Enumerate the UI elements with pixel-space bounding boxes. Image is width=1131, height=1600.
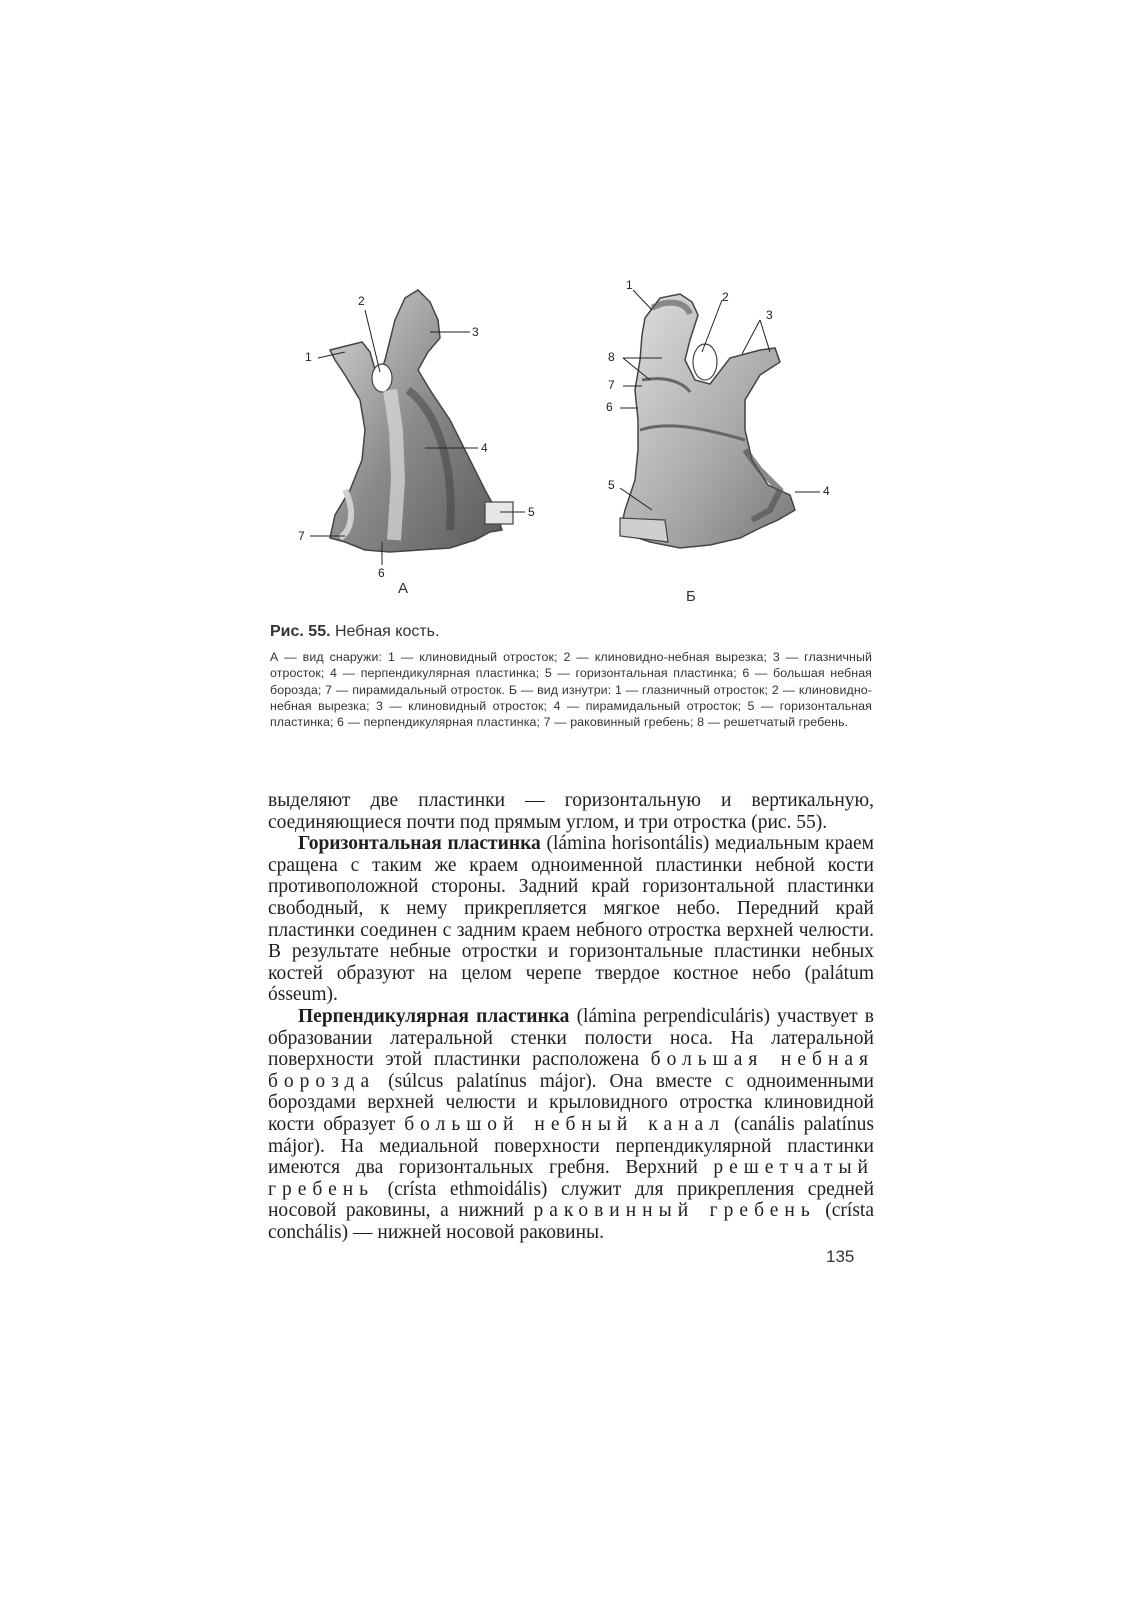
caption-title [270, 623, 872, 641]
panel-b-label-7: 7 [608, 378, 615, 392]
panel-a-letter: А [398, 580, 409, 597]
paragraph-1: выделяют две пластинки — горизонтальную и вертикальную, соединяющиеся почти под прямым углом, и три отростка (рис. 55). [268, 790, 874, 833]
panel-a-label-6: 6 [378, 566, 385, 580]
panel-b-label-3: 3 [766, 308, 773, 322]
term-horizontal-plate: Горизонтальная пластинка [298, 833, 541, 855]
page-number: 135 [826, 1247, 855, 1266]
panel-b-label-5: 5 [608, 478, 615, 492]
panel-b-bone [620, 294, 795, 548]
caption-title-text: Небная кость. [330, 623, 440, 640]
paragraph-3-part-d: (crísta ethmoidális) служит для прикрепления средней носовой раковины, а нижний [268, 1178, 874, 1222]
panel-a-label-7: 7 [298, 529, 305, 543]
panel-a-bone [330, 290, 513, 552]
paragraph-2 [268, 833, 874, 1006]
caption-body: А — вид снаружи: 1 — клиновидный отросток; 2 — клиновидно-небная вырезка; 3 — глазничный отросток; 4 — перпендикулярная пластинка; 5 — горизонтальная пластинка; 6 — большая небная борозда; 7 — пирамидальный отросток. Б — вид изнутри: 1 — глазничный отросток; 2 — клиновидно-небная вырезка; 3 — клиновидный отросток; 4 — пирамидальный отросток; 5 — горизонтальная пластинка; 6 — перпендикулярная пластинка; 7 — раковинный гребень; 8 — решетчатый гребень. [270, 650, 872, 730]
palatine-bone-illustration [290, 280, 890, 610]
panel-b-label-8: 8 [608, 350, 615, 364]
figure-55 [290, 280, 890, 610]
figure-caption [270, 623, 872, 730]
panel-b-label-4: 4 [823, 484, 830, 498]
panel-a-label-2: 2 [358, 294, 365, 308]
paragraph-3-part-a: (lámina perpendiculáris) участвует в образовании латеральной стенки полости носа. На латеральной поверхности этой пластинки расположена [268, 1005, 874, 1071]
paragraph-2-text: (lámina horisontális) медиальным краем сращена с таким же краем одноименной пластинки небной кости противоположной стороны. Задний край горизонтальной пластинки свободный, к нему прикрепляется мягкое небо. Передний край пластинки соединен с задним краем небного отростка верхней челюсти. В результате небные отростки и горизонтальные пластинки небных костей образуют на целом черепе твердое костное небо (palátum ósseum). [268, 833, 875, 1006]
panel-b-letter: Б [686, 588, 696, 605]
panel-a-label-4: 4 [481, 441, 488, 455]
spaced-term-ethmoidal-crest: решетчатый гребень [268, 1157, 874, 1200]
paragraph-3-part-c: (canális palatínus májor). На медиальной поверхности перпендикулярной пластинки имеются два горизонтальных гребня. Верхний [268, 1113, 874, 1179]
paragraph-3 [268, 1006, 874, 1244]
panel-b-label-1: 1 [626, 278, 633, 292]
panel-a-label-5: 5 [528, 505, 535, 519]
paragraph-3-part-e: (crísta conchális) — нижней носовой раковины. [268, 1200, 874, 1243]
panel-a-label-3: 3 [472, 325, 479, 339]
term-perpendicular-plate: Перпендикулярная пластинка [298, 1005, 570, 1027]
panel-a-label-1: 1 [305, 350, 312, 364]
paragraph-3-part-b: (súlcus palatínus májor). Она вместе с одноименными бороздами верхней челюсти и крыловидного отростка клиновидной кости образует [268, 1070, 874, 1135]
panel-b-label-6: 6 [606, 400, 613, 414]
spaced-term-conchal-crest: раковинный гребень [533, 1200, 816, 1222]
spaced-term-greater-palatine-canal: большой небный канал [404, 1113, 726, 1135]
panel-b-label-2: 2 [722, 290, 729, 304]
spaced-term-greater-palatine-sulcus: большая небная борозда [268, 1049, 875, 1092]
caption-label: Рис. 55. [270, 623, 331, 640]
body-text [268, 790, 874, 1243]
